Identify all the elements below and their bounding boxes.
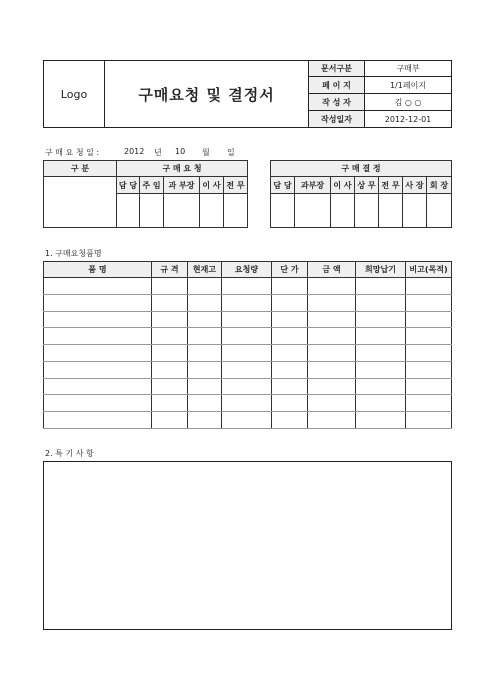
item-cell[interactable] <box>222 412 272 429</box>
item-cell[interactable] <box>222 345 272 362</box>
item-cell[interactable] <box>308 412 356 429</box>
meta-label-date: 작성일자 <box>309 111 365 128</box>
item-cell[interactable] <box>44 378 152 395</box>
request-role: 이 사 <box>200 177 224 194</box>
item-cell[interactable] <box>44 361 152 378</box>
item-cell[interactable] <box>152 294 188 311</box>
decision-role: 상 무 <box>355 177 379 194</box>
item-cell[interactable] <box>222 361 272 378</box>
decision-signature-cell[interactable] <box>271 194 295 228</box>
item-cell[interactable] <box>188 395 222 412</box>
item-cell[interactable] <box>222 278 272 295</box>
request-signature-cell[interactable] <box>164 194 200 228</box>
items-table <box>43 261 452 429</box>
meta-label-page: 페 이 지 <box>309 77 365 94</box>
items-section-heading: 1. 구매요청품명 <box>45 249 102 258</box>
item-cell[interactable] <box>356 395 406 412</box>
decision-role: 전 무 <box>379 177 403 194</box>
decision-role: 과부장 <box>295 177 331 194</box>
decision-signature-cell[interactable] <box>355 194 379 228</box>
item-cell[interactable] <box>44 311 152 328</box>
item-cell[interactable] <box>188 361 222 378</box>
item-cell[interactable] <box>356 294 406 311</box>
request-role: 과 부장 <box>164 177 200 194</box>
item-cell[interactable] <box>406 378 452 395</box>
request-group-cell <box>44 177 117 228</box>
meta-value-author: 김 ○ ○ <box>365 94 452 111</box>
meta-label-doc-type: 문서구분 <box>309 61 365 77</box>
request-date-month-unit: 월 <box>202 148 210 157</box>
request-date-year-unit: 년 <box>154 148 162 157</box>
item-cell[interactable] <box>188 311 222 328</box>
request-signature-cell[interactable] <box>140 194 164 228</box>
item-cell[interactable] <box>152 328 188 345</box>
item-cell[interactable] <box>44 412 152 429</box>
request-role: 주 임 <box>140 177 164 194</box>
item-cell[interactable] <box>308 311 356 328</box>
item-cell[interactable] <box>188 378 222 395</box>
document-header <box>43 60 452 128</box>
table-row <box>44 294 452 311</box>
item-cell[interactable] <box>406 278 452 295</box>
item-cell[interactable] <box>308 378 356 395</box>
items-column-name: 품 명 <box>44 262 152 278</box>
item-cell[interactable] <box>272 311 308 328</box>
item-cell[interactable] <box>356 412 406 429</box>
item-cell[interactable] <box>222 294 272 311</box>
item-cell[interactable] <box>356 328 406 345</box>
items-column-delivery: 희망납기 <box>356 262 406 278</box>
request-approval-table <box>43 160 248 228</box>
item-cell[interactable] <box>308 328 356 345</box>
special-notes-box[interactable] <box>43 461 452 630</box>
item-cell[interactable] <box>406 294 452 311</box>
item-cell[interactable] <box>152 395 188 412</box>
item-cell[interactable] <box>272 395 308 412</box>
decision-table-title: 구 매 결 정 <box>271 161 452 177</box>
item-cell[interactable] <box>44 328 152 345</box>
table-row <box>44 328 452 345</box>
item-cell[interactable] <box>272 378 308 395</box>
meta-value-page: 1/1페이지 <box>365 77 452 94</box>
item-cell[interactable] <box>406 311 452 328</box>
item-cell[interactable] <box>272 345 308 362</box>
item-cell[interactable] <box>44 294 152 311</box>
decision-signature-cell[interactable] <box>295 194 331 228</box>
request-date-year: 2012 <box>124 147 145 156</box>
item-cell[interactable] <box>308 278 356 295</box>
item-cell[interactable] <box>406 395 452 412</box>
table-row <box>44 345 452 362</box>
decision-role: 이 사 <box>331 177 355 194</box>
item-cell[interactable] <box>272 361 308 378</box>
items-column-amount: 금 액 <box>308 262 356 278</box>
request-date-day-unit: 일 <box>227 148 235 157</box>
table-row <box>44 378 452 395</box>
table-row <box>44 311 452 328</box>
request-date-month: 10 <box>175 147 186 156</box>
item-cell[interactable] <box>308 294 356 311</box>
item-cell[interactable] <box>356 378 406 395</box>
request-date-label: 구 매 요 청 일 : <box>45 148 100 157</box>
table-row <box>44 412 452 429</box>
meta-value-doc-type: 구매부 <box>365 61 452 77</box>
request-signature-cell[interactable] <box>200 194 224 228</box>
item-cell[interactable] <box>406 345 452 362</box>
decision-signature-cell[interactable] <box>331 194 355 228</box>
items-column-unit-price: 단 가 <box>272 262 308 278</box>
items-column-spec: 규 격 <box>152 262 188 278</box>
item-cell[interactable] <box>272 294 308 311</box>
item-cell[interactable] <box>272 412 308 429</box>
table-row <box>44 395 452 412</box>
item-cell[interactable] <box>152 311 188 328</box>
request-role: 전 무 <box>224 177 248 194</box>
special-section-heading: 2. 특 기 사 항 <box>45 449 94 458</box>
table-row <box>44 278 452 295</box>
logo: Logo <box>44 61 105 128</box>
items-column-quantity: 요청량 <box>222 262 272 278</box>
item-cell[interactable] <box>406 412 452 429</box>
decision-role: 담 당 <box>271 177 295 194</box>
decision-approval-table <box>270 160 452 228</box>
item-cell[interactable] <box>188 278 222 295</box>
item-cell[interactable] <box>308 361 356 378</box>
meta-label-author: 작 성 자 <box>309 94 365 111</box>
table-row <box>44 361 452 378</box>
item-cell[interactable] <box>222 378 272 395</box>
item-cell[interactable] <box>222 395 272 412</box>
item-cell[interactable] <box>272 278 308 295</box>
item-cell[interactable] <box>308 345 356 362</box>
request-group-label: 구 분 <box>44 161 117 177</box>
decision-role: 회 장 <box>427 177 452 194</box>
items-column-stock: 현재고 <box>188 262 222 278</box>
page-title: 구매요청 및 결정서 <box>105 61 309 128</box>
request-table-title: 구 매 요 청 <box>117 161 248 177</box>
decision-role: 사 장 <box>403 177 427 194</box>
decision-signature-cell[interactable] <box>403 194 427 228</box>
item-cell[interactable] <box>188 412 222 429</box>
item-cell[interactable] <box>188 294 222 311</box>
item-cell[interactable] <box>272 328 308 345</box>
item-cell[interactable] <box>406 328 452 345</box>
item-cell[interactable] <box>356 311 406 328</box>
item-cell[interactable] <box>152 378 188 395</box>
item-cell[interactable] <box>44 395 152 412</box>
decision-signature-cell[interactable] <box>427 194 452 228</box>
item-cell[interactable] <box>356 278 406 295</box>
item-cell[interactable] <box>222 311 272 328</box>
item-cell[interactable] <box>222 328 272 345</box>
request-role: 담 당 <box>117 177 140 194</box>
item-cell[interactable] <box>406 361 452 378</box>
item-cell[interactable] <box>188 345 222 362</box>
item-cell[interactable] <box>152 361 188 378</box>
decision-signature-cell[interactable] <box>379 194 403 228</box>
item-cell[interactable] <box>356 345 406 362</box>
request-signature-cell[interactable] <box>224 194 248 228</box>
meta-value-date: 2012-12-01 <box>365 111 452 128</box>
item-cell[interactable] <box>356 361 406 378</box>
item-cell[interactable] <box>308 395 356 412</box>
item-cell[interactable] <box>152 345 188 362</box>
item-cell[interactable] <box>188 328 222 345</box>
request-signature-cell[interactable] <box>117 194 140 228</box>
items-column-remarks: 비고(목적) <box>406 262 452 278</box>
item-cell[interactable] <box>152 278 188 295</box>
item-cell[interactable] <box>152 412 188 429</box>
item-cell[interactable] <box>44 345 152 362</box>
item-cell[interactable] <box>44 278 152 295</box>
